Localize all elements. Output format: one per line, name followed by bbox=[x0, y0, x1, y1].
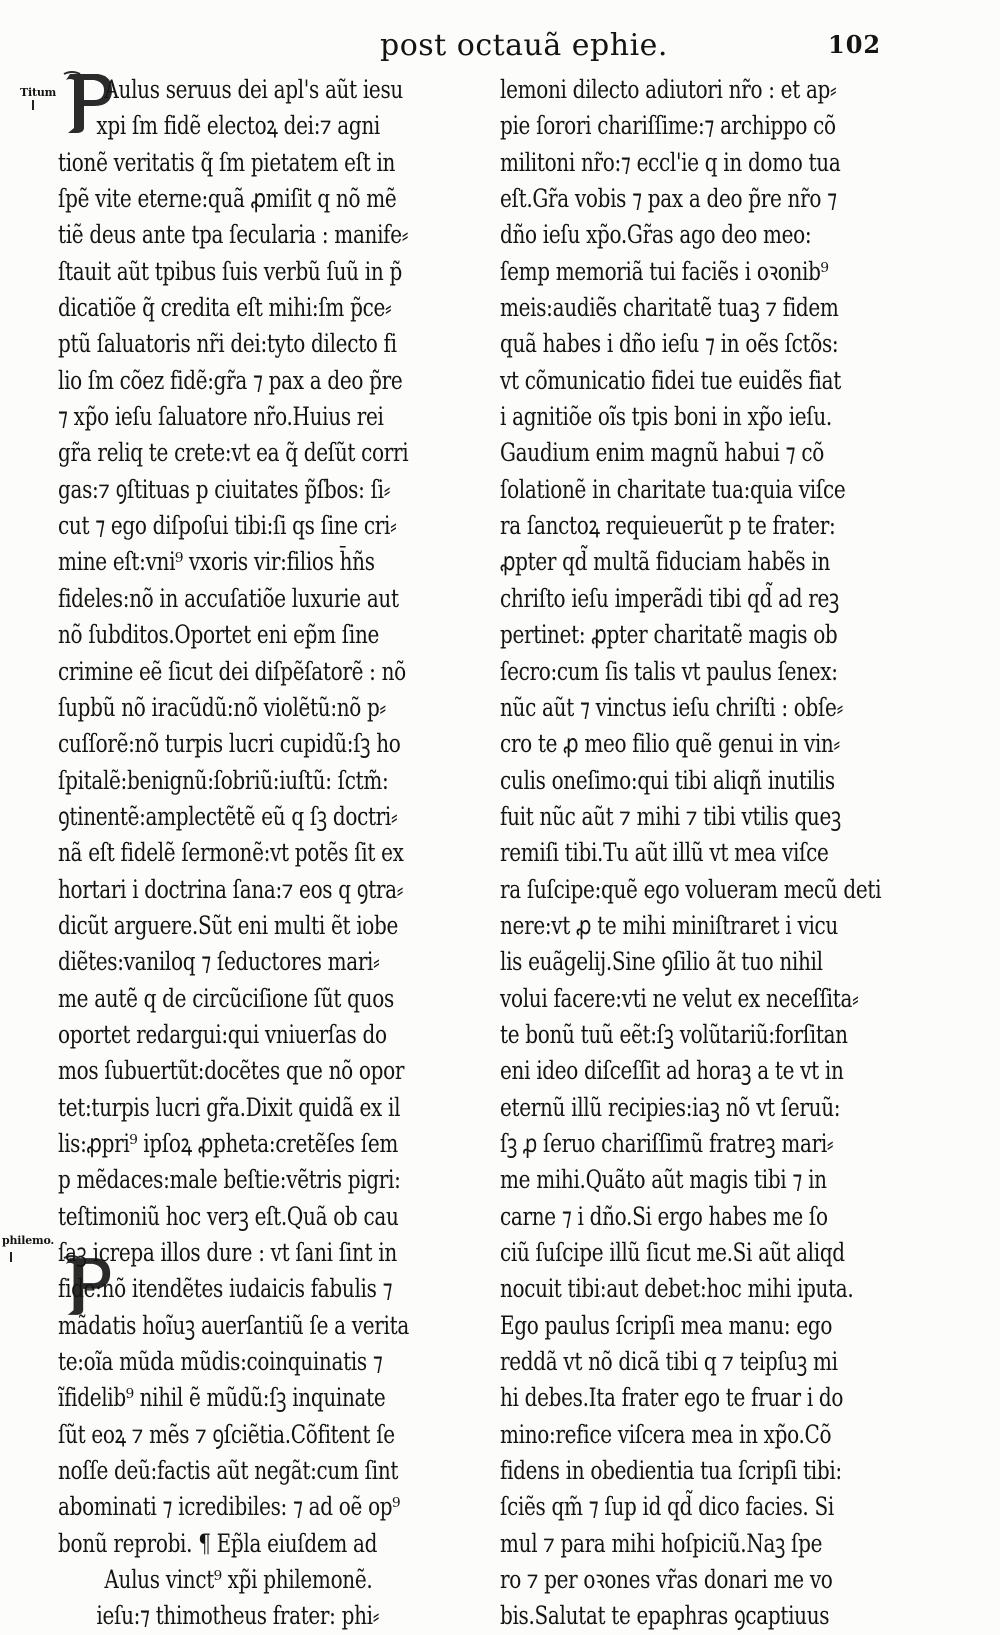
text-line: bis.Salutat te epaphras ꝯcaptiuus bbox=[500, 1601, 830, 1631]
text-line: nocuit tibi:aut debet:hoc mihi iputa. bbox=[500, 1274, 854, 1304]
text-line: chriſto ieſu imperãdi tibi qd̃ ad reꝫ bbox=[500, 583, 839, 613]
text-line: dño ieſu xp̃o.Gr̃as ago deo meo: bbox=[500, 220, 812, 250]
text-line: volui facere:vti ne velut ex neceſſita⸗ bbox=[500, 983, 859, 1013]
text-line: Gaudium enim magnũ habui ⁊ cõ bbox=[500, 438, 824, 468]
right-text-column bbox=[500, 72, 912, 1635]
text-line: dicatiõe q̃ credita eſt mihi:ſm p̃ce⸗ bbox=[58, 293, 392, 323]
text-line: lis euãgelij.Sine ꝯſilio ãt tuo nihil bbox=[500, 947, 823, 977]
text-line: fide:nõ itendẽtes iudaicis fabulis ⁊ bbox=[58, 1274, 393, 1304]
text-line: ſolationẽ in charitate tua:quia viſce bbox=[500, 474, 846, 504]
text-line: quã habes i dño ieſu ⁊ in oẽs ſctõs: bbox=[500, 329, 839, 359]
margin-note-tick bbox=[32, 100, 34, 110]
text-line: mãdatis hoĩuꝫ auerſantiũ ſe a verita bbox=[58, 1310, 409, 1340]
text-line: lio ſm cõez fidẽ:gr̃a ⁊ pax a deo p̃re bbox=[58, 365, 403, 395]
text-line: diẽtes:vaniloq ⁊ ſeductores mari⸗ bbox=[58, 947, 380, 977]
text-line: ra ſuſcipe:quẽ ego volueram mecũ deti bbox=[500, 874, 882, 904]
text-line: gas:⁊ ꝯſtituas p ciuitates p̃ſbos: ſi⸗ bbox=[58, 474, 391, 504]
text-line: nũc aũt ⁊ vinctus ieſu chriſti : obſe⸗ bbox=[500, 692, 843, 722]
text-line: ſũt eoꝝ ⁊ mẽs ⁊ ꝯſciẽtia.Cõfitent ſe bbox=[58, 1419, 395, 1449]
text-line: cro te ꝓ meo filio quẽ genui in vin⸗ bbox=[500, 729, 840, 759]
text-line: nere:vt ꝓ te mihi miniſtraret i vicu bbox=[500, 910, 838, 940]
text-line: remiſi tibi.Tu aũt illũ vt mea viſce bbox=[500, 838, 829, 868]
text-line: fideles:nõ in accuſatiõe luxurie aut bbox=[58, 583, 399, 613]
text-line: mos ſubuertũt:docẽtes que nõ opor bbox=[58, 1056, 405, 1086]
text-line: ſꝫ ꝓ ſeruo chariſſimũ fratreꝫ mari⸗ bbox=[500, 1128, 834, 1158]
text-line: hi debes.Ita frater ego te fruar i do bbox=[500, 1383, 844, 1413]
text-line: ieſu:⁊ thimotheus frater: phi⸗ bbox=[96, 1601, 380, 1631]
text-line: ra ſanctoꝝ requieuerũt p te frater: bbox=[500, 511, 836, 541]
text-line: pie ſorori chariſſime:⁊ archippo cõ bbox=[500, 111, 836, 141]
text-line: p mẽdaces:male beſtie:vẽtris pigri: bbox=[58, 1165, 401, 1195]
text-line: Aulus vinct⁹ xp̃i philemonẽ. bbox=[104, 1565, 373, 1595]
text-line: ſtauit aũt tpibus ſuis verbũ ſuũ in p̃ bbox=[58, 256, 402, 286]
text-line: me mihi.Quãto aũt magis tibi ⁊ in bbox=[500, 1165, 827, 1195]
text-line: vt cõmunicatio fidei tue euidẽs fiat bbox=[500, 365, 841, 395]
margin-note-titum: Titum bbox=[20, 86, 57, 99]
text-line: ⁊ xp̃o ieſu ſaluatore nr̃o.Huius rei bbox=[58, 402, 384, 432]
text-line: oportet redargui:qui vniuerſas do bbox=[58, 1019, 387, 1049]
text-line: noſſe deũ:factis aũt negãt:cum ſint bbox=[58, 1456, 399, 1486]
text-line: bonũ reprobi. ¶ Ep̃la eiuſdem ad bbox=[58, 1528, 378, 1558]
text-line: dicũt arguere.Sũt eni multi ẽt iobe bbox=[58, 910, 399, 940]
text-line: xpi ſm fidẽ electoꝝ dei:⁊ agni bbox=[96, 111, 381, 141]
text-line: ſemp memoriã tui faciẽs i oꝛonib⁹ bbox=[500, 256, 829, 286]
text-line: ꝯtinentẽ:amplectẽtẽ eũ q ſꝫ doctri⸗ bbox=[58, 801, 398, 831]
text-line: abominati ⁊ icredibiles: ⁊ ad oẽ op⁹ bbox=[58, 1492, 400, 1522]
text-line: mul ⁊ para mihi hoſpiciũ.Naꝫ ſpe bbox=[500, 1528, 823, 1558]
text-line: carne ⁊ i dño.Si ergo habes me ſo bbox=[500, 1201, 828, 1231]
text-line: cut ⁊ ego diſpoſui tibi:ſi qs ſine cri⸗ bbox=[58, 511, 397, 541]
text-line: ſecro:cum ſis talis vt paulus ſenex: bbox=[500, 656, 838, 686]
text-line: cuſſorẽ:nõ turpis lucri cupidũ:ſꝫ ho bbox=[58, 729, 401, 759]
text-line: Ego paulus ſcripſi mea manu: ego bbox=[500, 1310, 833, 1340]
text-line: ſpitalẽ:benignũ:ſobriũ:iuſtũ: ſctm̃: bbox=[58, 765, 389, 795]
text-line: militoni nr̃o:⁊ eccl'ie q in domo tua bbox=[500, 147, 841, 177]
text-line: Aulus seruus dei apl's aũt iesu bbox=[104, 75, 403, 104]
text-line: ꝓpter qd̃ multã fiduciam habẽs in bbox=[500, 547, 831, 577]
running-head: post octauã ephie. bbox=[380, 28, 668, 63]
text-line: nõ ſubditos.Oportet eni ep̃m ſine bbox=[58, 620, 380, 650]
text-line: nã eſt fidelẽ ſermonẽ:vt potẽs ſit ex bbox=[58, 838, 404, 868]
text-line: lis:ꝓpri⁹ ipſoꝝ ꝓpheta:cretẽſes ſem bbox=[58, 1128, 399, 1158]
text-line: ciũ ſuſcipe illũ ſicut me.Si aũt aliqd bbox=[500, 1238, 845, 1267]
text-line: hortari i doctrina ſana:⁊ eos q ꝯtra⸗ bbox=[58, 874, 404, 904]
text-line: gr̃a reliq te crete:vt ea q̃ deſũt corri bbox=[58, 438, 409, 468]
text-line: pertinet: ꝓpter charitatẽ magis ob bbox=[500, 620, 838, 650]
text-line: fuit nũc aũt ⁊ mihi ⁊ tibi vtilis queꝫ bbox=[500, 801, 841, 831]
text-line: ſaꝫ icrepa illos dure : vt ſani ſint in bbox=[58, 1238, 397, 1267]
text-line: ſciẽs qm̃ ⁊ ſup id qd̃ dico facies. Si bbox=[500, 1492, 834, 1522]
text-line: te:oĩa mũda mũdis:coinquinatis ⁊ bbox=[58, 1347, 383, 1377]
text-line: eternũ illũ recipies:iaꝫ nõ vt ſeruũ: bbox=[500, 1092, 841, 1122]
text-line: mino:refice viſcera mea in xp̃o.Cõ bbox=[500, 1419, 832, 1449]
text-line: ſupbũ nõ iracũdũ:nõ violẽtũ:nõ p⸗ bbox=[58, 692, 386, 722]
text-line: teſtimoniũ hoc verꝫ eſt.Quã ob cau bbox=[58, 1201, 399, 1231]
text-line: fidens in obedientia tua ſcripſi tibi: bbox=[500, 1456, 842, 1486]
text-line: reddã vt nõ dicã tibi q ⁊ teipſuꝫ mi bbox=[500, 1347, 838, 1377]
text-line: crimine eẽ ſicut dei diſpẽſatorẽ : nõ bbox=[58, 656, 406, 686]
text-line: te bonũ tuũ eẽt:ſꝫ volũtariũ:forſitan bbox=[500, 1019, 848, 1049]
text-line: ſpẽ vite eterne:quã ꝓmiſit q nõ mẽ bbox=[58, 184, 397, 214]
text-line: ptũ ſaluatoris nr̃i dei:tyto dilecto fi bbox=[58, 329, 397, 359]
text-line: mine eſt:vni⁹ vxoris vir:filios h̄ñs bbox=[58, 547, 375, 577]
text-line: eni ideo diſceſſit ad horaꝫ a te vt in bbox=[500, 1056, 844, 1086]
left-text-column bbox=[58, 72, 480, 1635]
margin-note-philemon: philemo. bbox=[2, 1234, 55, 1247]
text-line: tionẽ veritatis q̃ ſm pietatem eſt in bbox=[58, 147, 396, 177]
text-line: meis:audiẽs charitatẽ tuaꝫ ⁊ fidem bbox=[500, 293, 839, 323]
text-line: lemoni dilecto adiutori nr̃o : et ap⸗ bbox=[500, 75, 837, 104]
text-line: tet:turpis lucri gr̃a.Dixit quidã ex il bbox=[58, 1092, 401, 1122]
text-line: ĩfidelib⁹ nihil ẽ mũdũ:ſꝫ inquinate bbox=[58, 1383, 386, 1413]
text-line: culis oneſimo:qui tibi aliqñ inutilis bbox=[500, 765, 835, 795]
text-line: i agnitiõe oĩs tpis boni in xp̃o ieſu. bbox=[500, 402, 832, 432]
text-line: eſt.Gr̃a vobis ⁊ pax a deo p̃re nr̃o ⁊ bbox=[500, 184, 837, 214]
margin-note-tick bbox=[10, 1252, 12, 1262]
folio-number: 102 bbox=[828, 30, 882, 59]
text-line: me autẽ q de circũciſione ſũt quos bbox=[58, 983, 394, 1013]
text-line: ro ⁊ per oꝛones vr̃as donari me vo bbox=[500, 1565, 833, 1595]
text-line: tiẽ deus ante tpa ſecularia : manife⸗ bbox=[58, 220, 409, 250]
